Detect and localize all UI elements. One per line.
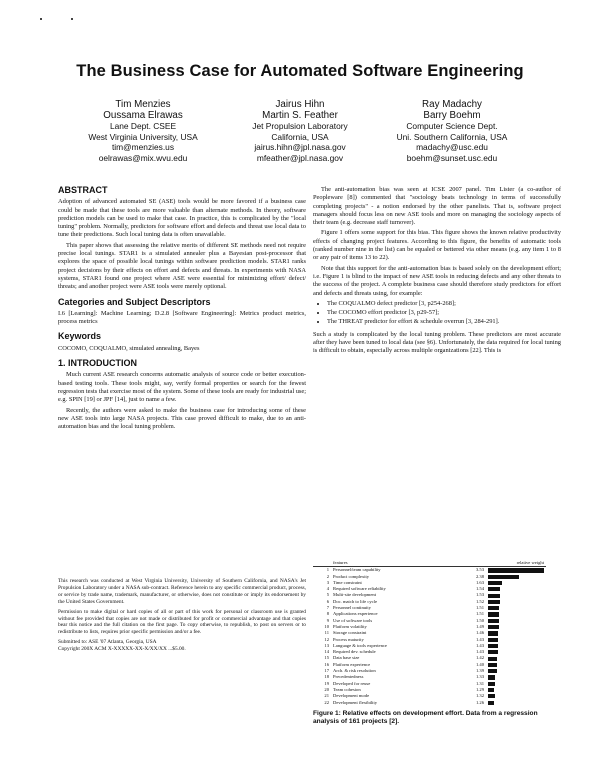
row-weight: 1.49 [475, 623, 484, 629]
row-bar-cell [486, 700, 546, 706]
row-weight: 1.53 [475, 592, 484, 598]
intro-paragraph-1: Much current ASE research concerns automatic analysis of source code or better execution-based testing tools. These tools might, say, verify formal properties or search for the fewest regression tests that exercise most of the system. Some of these tools are ready for industrial use; e.g. SPIN [19] or JPF [14], just to name a few. [58, 371, 306, 404]
col-header-id [313, 560, 331, 567]
row-weight: 1.43 [475, 649, 484, 655]
predictor-list-item: • The COCOMO effort predictor [3, p29-57]; [327, 309, 561, 317]
row-id: 8 [326, 611, 329, 617]
figure-1 [313, 560, 546, 706]
weight-bar [488, 694, 495, 698]
row-feature: Personnel/team capability [333, 567, 381, 573]
effort-table [313, 560, 546, 706]
row-weight: 1.43 [475, 642, 484, 648]
intro-paragraph-2: Recently, the authors were asked to make the business case for introducing some of these new ASE tools into large NASA projects. This case proved difficult to make, due to an anti-automation bias and the local tuning problem. [58, 406, 306, 431]
weight-bar [488, 631, 498, 635]
right-paragraph-3: Note that this support for the anti-automation bias is based solely on the development effort; i.e. Figure 1 is blind to the impact of new ASE tools in reducing defects and any other threats to the success of the project. A complete business case should therefore study predictors for effort and defects and threats using, for example: [313, 264, 561, 297]
row-bar-cell [486, 567, 546, 574]
weight-bar [488, 612, 499, 616]
row-feature: Multi-site development [333, 592, 376, 598]
predictor-list-item: • The THREAT predictor for effort & schedule overrun [3, 284-291]. [327, 318, 561, 326]
row-feature: Personnel continuity [333, 605, 371, 611]
scan-mark [40, 18, 42, 20]
footnote-funding: This research was conducted at West Virginia University, University of Southern California, and NASA's Jet Propulsion Laboratory under a NASA sub-contract. Reference herein to any specific commercial product, process, or service by trade name, trademark, manufacturer, or otherwise, does not constitute or imply its endorsement by the United States Government. [58, 578, 306, 605]
scan-mark [71, 18, 73, 20]
author-email: mfeather@jpl.nasa.gov [256, 152, 344, 163]
predictor-list [313, 300, 561, 327]
row-feature: Applications experience [333, 611, 378, 617]
row-weight: 1.46 [475, 630, 484, 636]
left-column [58, 186, 306, 433]
row-id: 14 [324, 649, 329, 655]
author-email: madachy@usc.edu [416, 142, 488, 153]
categories-text: I.6 [Learning]: Machine Learning; D.2.8 [Software Engineering]: Metrics product metrics, process metrics [58, 309, 306, 326]
weight-bar [488, 669, 497, 673]
row-feature: Use of software tools [333, 617, 373, 623]
row-feature: Development flexibility [333, 699, 378, 705]
intro-heading: 1. INTRODUCTION [58, 358, 138, 369]
weight-bar [488, 619, 499, 623]
row-weight: 1.51 [475, 605, 484, 611]
row-weight: 2.38 [475, 573, 484, 579]
weight-bar [488, 688, 494, 692]
footnote-block [58, 578, 306, 653]
row-id: 11 [324, 630, 329, 636]
row-weight: 1.26 [475, 699, 484, 705]
row-weight: 1.31 [475, 680, 484, 686]
col-header-features: features [331, 560, 466, 567]
row-feature: Doc. match to life cycle [333, 598, 378, 604]
row-weight: 1.63 [475, 579, 484, 585]
row-feature: Arch. & risk resolution [333, 668, 376, 674]
abstract-heading: ABSTRACT [58, 185, 108, 195]
row-feature: Platform experience [333, 661, 371, 667]
row-feature: Required dev. schedule [333, 649, 376, 655]
row-feature: Required software reliability [333, 586, 386, 592]
paper-title: The Business Case for Automated Software Engineering [76, 62, 524, 80]
table-row [313, 700, 546, 706]
weight-bar [488, 663, 497, 667]
row-weight: 1.32 [475, 693, 484, 699]
weight-bar [488, 675, 495, 679]
row-id: 5 [326, 592, 329, 598]
row-id: 6 [326, 598, 329, 604]
author-affiliation: Lane Dept. CSEE [109, 121, 177, 131]
weight-bar [488, 638, 498, 642]
footnote-submitted: Submitted to: ASE '07 Atlanta, Georgia, USA [58, 639, 157, 646]
row-feature: Development mode [333, 693, 370, 699]
row-feature: Developed for reuse [333, 680, 371, 686]
row-feature: Time constraint [333, 579, 362, 585]
author-name: Ray Madachy [422, 99, 482, 110]
footnote-copyright: Copyright 200X ACM X-XXXXX-XX-X/XX/XX ...$5.00. [58, 646, 186, 653]
row-id: 20 [324, 686, 329, 692]
author-email: jairus.hihn@jpl.nasa.gov [254, 142, 346, 153]
row-id: 13 [324, 642, 329, 648]
row-weight: 1.43 [475, 636, 484, 642]
row-weight: 1.29 [475, 686, 484, 692]
weight-bar [488, 606, 499, 610]
author-affiliation: Uni. Southern California, USA [396, 131, 508, 142]
author-affiliation: Jet Propulsion Laboratory [252, 121, 348, 131]
row-weight: 1.50 [475, 617, 484, 623]
author-name: Barry Boehm [423, 110, 481, 121]
row-weight: 1.39 [475, 668, 484, 674]
row-weight: 3.53 [475, 567, 484, 573]
figure-1-caption: Figure 1: Relative effects on development effort. Data from a regression analysis of 161 projects [2]. [313, 710, 538, 726]
row-weight: 1.33 [475, 674, 484, 680]
author-email: tim@menzies.us [111, 142, 175, 153]
author-group [215, 99, 385, 163]
row-feature: Team cohesion [333, 686, 361, 692]
weight-bar [488, 594, 500, 598]
author-name: Martin S. Feather [262, 110, 338, 121]
author-email: oelrawas@mix.wvu.edu [98, 152, 188, 163]
row-id: 3 [326, 579, 329, 585]
abstract-paragraph-1: Adoption of advanced automated SE (ASE) tools would be more favored if a business case could be made that these tools are more valuable than alternate methods. In theory, software prediction models can be used to make that case. In practice, this is complicated by the "local tuning" problem. Normally, predictors for software effort and defects and threat use local data to tune their predictions. Such local tuning data is often unavailable. [58, 198, 306, 239]
weight-bar [488, 575, 519, 579]
row-feature: Product complexity [333, 573, 370, 579]
keywords-text: COCOMO, COQUALMO, simulated annealing, Bayes [58, 344, 200, 352]
row-weight: 1.54 [475, 586, 484, 592]
right-paragraph-4: Such a study is complicated by the local tuning problem. These predictors are most accurate after they have been tuned to local data (see §6). Unfortunately, the data required for local tuning is difficult to obtain, especially across multiple organizations [22]. This is [313, 330, 562, 355]
row-id: 9 [326, 617, 329, 623]
row-weight: 1.52 [475, 598, 484, 604]
row-id: 18 [324, 674, 329, 680]
weight-bar [488, 600, 500, 604]
author-name: Oussama Elrawas [103, 110, 183, 121]
row-id: 12 [324, 636, 329, 642]
row-weight: 1.40 [475, 661, 484, 667]
row-feature: Language & tools experience [333, 642, 387, 648]
row-feature: Data base size [333, 655, 360, 661]
row-id: 1 [326, 567, 329, 573]
author-email: boehm@sunset.usc.edu [406, 152, 498, 163]
categories-heading: Categories and Subject Descriptors [58, 296, 211, 307]
row-id: 2 [326, 573, 329, 579]
row-id: 15 [324, 655, 329, 661]
row-id: 7 [326, 605, 329, 611]
row-feature: Storage constraint [333, 630, 367, 636]
row-feature: Process maturity [333, 636, 364, 642]
keywords-heading: Keywords [58, 331, 102, 342]
author-affiliation: Computer Science Dept. [406, 121, 498, 131]
author-affiliation: West Virginia University, USA [88, 131, 198, 142]
weight-bar [488, 657, 497, 661]
weight-bar [488, 644, 498, 648]
row-id: 16 [324, 661, 329, 667]
row-id: 21 [324, 693, 329, 699]
weight-bar [488, 701, 494, 705]
row-feature: Precedentedness [333, 674, 364, 680]
row-weight: 1.51 [475, 611, 484, 617]
weight-bar [488, 568, 544, 572]
weight-bar [488, 625, 499, 629]
author-name: Tim Menzies [115, 99, 171, 110]
row-id: 19 [324, 680, 329, 686]
row-weight: 1.42 [475, 655, 484, 661]
col-header-weight: relative weight [466, 560, 546, 567]
weight-bar [488, 581, 502, 585]
author-name: Jairus Hihn [275, 99, 325, 110]
footnote-permission: Permission to make digital or hard copies of all or part of this work for personal or classroom use is granted without fee provided that copies are not made or distributed for profit or commercial advantage and that copies bear this notice and the full citation on the first page. To copy otherwise, to republish, to post on servers or to redistribute to lists, requires prior specific permission and/or a fee. [58, 608, 306, 636]
weight-bar [488, 682, 495, 686]
author-affiliation: California, USA [271, 131, 329, 142]
abstract-paragraph-2: This paper shows that assessing the relative merits of different SE methods need not require precise local tunings. STAR1 is a simulated annealer plus a Bayesian post-processor that explores the space of possible local tunings within software prediction models. STAR1 ranks project decisions by their effects on effort and defects and threats. In experiments with NASA systems, STAR1 found one project where ASE were essential for minimizing effort/ defect/ threats; and another project were ASE tools were merely optional. [58, 241, 306, 291]
right-paragraph-1: The anti-automation bias was seen at ICSE 2007 panel. Tim Lister (a co-author of Peopleware [8]) commented that "sociology beats technology in terms of successfully completing projects" - a notion endorsed by the other panelists. That is, software project managers should focus less on new ASE tools and more on managing the sociology aspects of their team (e.g. decrease staff turnover). [313, 186, 561, 227]
weight-bar [488, 650, 498, 654]
row-id: 17 [324, 668, 329, 674]
row-feature: Platform volatility [333, 623, 367, 629]
weight-bar [488, 587, 500, 591]
author-group [58, 99, 228, 163]
row-id: 22 [324, 699, 329, 705]
row-id: 10 [324, 623, 329, 629]
right-column [313, 186, 561, 358]
right-paragraph-2: Figure 1 offers some support for this bias. This figure shows the known relative productivity effects of changing project features. According to this figure, the benefits of automatic tools (ranked number nine in the list) can be equaled or bettered via other means (e.g. any item 1 to 8 or any pair of items 13 to 22). [313, 229, 561, 262]
predictor-list-item: • The COQUALMO defect predictor [3, p254-268]; [327, 300, 561, 308]
table-row [313, 567, 546, 574]
row-id: 4 [326, 586, 329, 592]
author-group [367, 99, 537, 163]
